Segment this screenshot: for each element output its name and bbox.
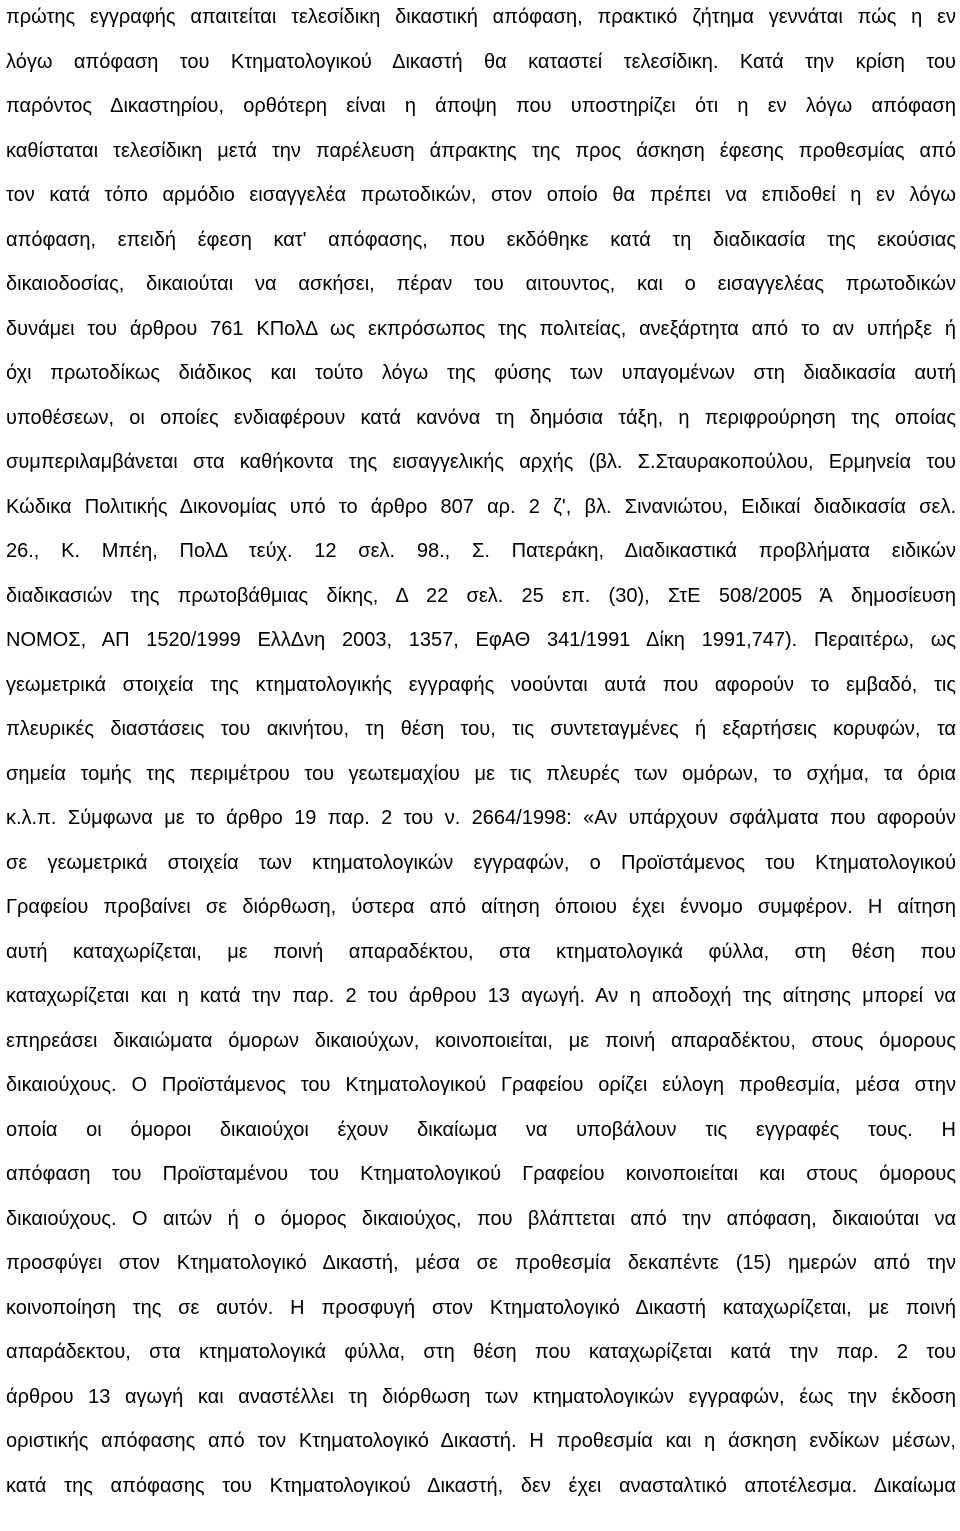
text-line-16: γεωμετρικά στοιχεία της κτηματολογικής εγγραφής νοούνται αυτά που αφορούν το εμβαδό, τις xyxy=(6,674,956,696)
text-line-7: δικαιοδοσίας, δικαιούται να ασκήσει, πέραν του αιτουντος, και ο εισαγγελέας πρωτοδικών xyxy=(6,273,956,295)
text-line-26: οποία οι όμοροι δικαιούχοι έχουν δικαίωμα να υποβάλουν τις εγγραφές τους. Η xyxy=(6,1119,956,1141)
text-line-15: ΝΟΜΟΣ, ΑΠ 1520/1999 ΕλλΔνη 2003, 1357, ΕφΑΘ 341/1991 Δίκη 1991,747). Περαιτέρω, ως xyxy=(6,629,956,651)
text-line-8: δυνάμει του άρθρου 761 ΚΠολΔ ως εκπρόσωπος της πολιτείας, ανεξάρτητα από το αν υπήρξε ή xyxy=(6,318,956,340)
text-line-30: κοινοποίηση της σε αυτόν. Η προσφυγή στον Κτηματολογικό Δικαστή καταχωρίζεται, με ποινή xyxy=(6,1297,956,1319)
text-line-3: παρόντος Δικαστηρίου, ορθότερη είναι η άποψη που υποστηρίζει ότι η εν λόγω απόφαση xyxy=(6,95,956,117)
text-line-29: προσφύγει στον Κτηματολογικό Δικαστή, μέσα σε προθεσμία δεκαπέντε (15) ημερών από την xyxy=(6,1252,956,1274)
text-line-13: 26., Κ. Μπέη, ΠολΔ τεύχ. 12 σελ. 98., Σ. Πατεράκη, Διαδικαστικά προβλήματα ειδικών xyxy=(6,540,956,562)
text-line-5: τον κατά τόπο αρμόδιο εισαγγελέα πρωτοδικών, στον οποίο θα πρέπει να επιδοθεί η εν λόγω xyxy=(6,184,956,206)
text-line-18: σημεία τομής της περιμέτρου του γεωτεμαχίου με τις πλευρές των ομόρων, το σχήμα, τα όρια xyxy=(6,763,956,785)
text-line-24: επηρεάσει δικαιώματα όμορων δικαιούχων, κοινοποιείται, με ποινή απαραδέκτου, στους όμορους xyxy=(6,1030,956,1052)
text-line-23: καταχωρίζεται και η κατά την παρ. 2 του άρθρου 13 αγωγή. Αν η αποδοχή της αίτησης μπορεί να xyxy=(6,985,956,1007)
text-line-34: κατά της απόφασης του Κτηματολογικού Δικαστή, δεν έχει ανασταλτικό αποτέλεσμα. Δικαίωμα xyxy=(6,1475,956,1497)
text-line-27: απόφαση του Προϊσταμένου του Κτηματολογικού Γραφείου κοινοποιείται και στους όμορους xyxy=(6,1163,956,1185)
text-line-21: Γραφείου προβαίνει σε διόρθωση, ύστερα από αίτηση όποιου έχει έννομο συμφέρον. Η αίτηση xyxy=(6,896,956,918)
text-line-12: Κώδικα Πολιτικής Δικονομίας υπό το άρθρο 807 αρ. 2 ζ', βλ. Σινανιώτου, Ειδικαί διαδικασία σελ. xyxy=(6,496,956,518)
text-line-17: πλευρικές διαστάσεις του ακινήτου, τη θέση του, τις συντεταγμένες ή εξαρτήσεις κορυφών, τα xyxy=(6,718,956,740)
text-line-10: υποθέσεων, οι οποίες ενδιαφέρουν κατά κανόνα τη δημόσια τάξη, η περιφρούρηση της οποίας xyxy=(6,407,956,429)
text-line-32: άρθρου 13 αγωγή και αναστέλλει τη διόρθωση των κτηματολογικών εγγραφών, έως την έκδοση xyxy=(6,1386,956,1408)
text-line-4: καθίσταται τελεσίδικη μετά την παρέλευση άπρακτης της προς άσκηση έφεσης προθεσμίας από xyxy=(6,140,956,162)
text-line-2: λόγω απόφαση του Κτηματολογικού Δικαστή θα καταστεί τελεσίδικη. Κατά την κρίση του xyxy=(6,51,956,73)
text-line-22: αυτή καταχωρίζεται, με ποινή απαραδέκτου, στα κτηματολογικά φύλλα, στη θέση που xyxy=(6,941,956,963)
text-line-14: διαδικασιών της πρωτοβάθμιας δίκης, Δ 22 σελ. 25 επ. (30), ΣτΕ 508/2005 Ά δημοσίευση xyxy=(6,585,956,607)
text-line-19: κ.λ.π. Σύμφωνα με το άρθρο 19 παρ. 2 του ν. 2664/1998: «Αν υπάρχουν σφάλματα που αφορούν xyxy=(6,807,956,829)
text-line-33: οριστικής απόφασης από τον Κτηματολογικό Δικαστή. Η προθεσμία και η άσκηση ενδίκων μέσων, xyxy=(6,1430,956,1452)
text-line-6: απόφαση, επειδή έφεση κατ' απόφασης, που εκδόθηκε κατά τη διαδικασία της εκούσιας xyxy=(6,229,956,251)
text-line-25: δικαιούχους. Ο Προϊστάμενος του Κτηματολογικού Γραφείου ορίζει εύλογη προθεσμία, μέσα στην xyxy=(6,1074,956,1096)
text-line-11: συμπεριλαμβάνεται στα καθήκοντα της εισαγγελικής αρχής (βλ. Σ.Σταυρακοπούλου, Ερμηνεία του xyxy=(6,451,956,473)
text-line-31: απαράδεκτου, στα κτηματολογικά φύλλα, στη θέση που καταχωρίζεται κατά την παρ. 2 του xyxy=(6,1341,956,1363)
text-line-1: πρώτης εγγραφής απαιτείται τελεσίδικη δικαστική απόφαση, πρακτικό ζήτημα γεννάται πώς η εν xyxy=(6,6,956,28)
text-line-9: όχι πρωτοδίκως διάδικος και τούτο λόγω της φύσης των υπαγομένων στη διαδικασία αυτή xyxy=(6,362,956,384)
text-line-20: σε γεωμετρικά στοιχεία των κτηματολογικών εγγραφών, ο Προϊστάμενος του Κτηματολογικού xyxy=(6,852,956,874)
text-line-28: δικαιούχους. Ο αιτών ή ο όμορος δικαιούχος, που βλάπτεται από την απόφαση, δικαιούται να xyxy=(6,1208,956,1230)
